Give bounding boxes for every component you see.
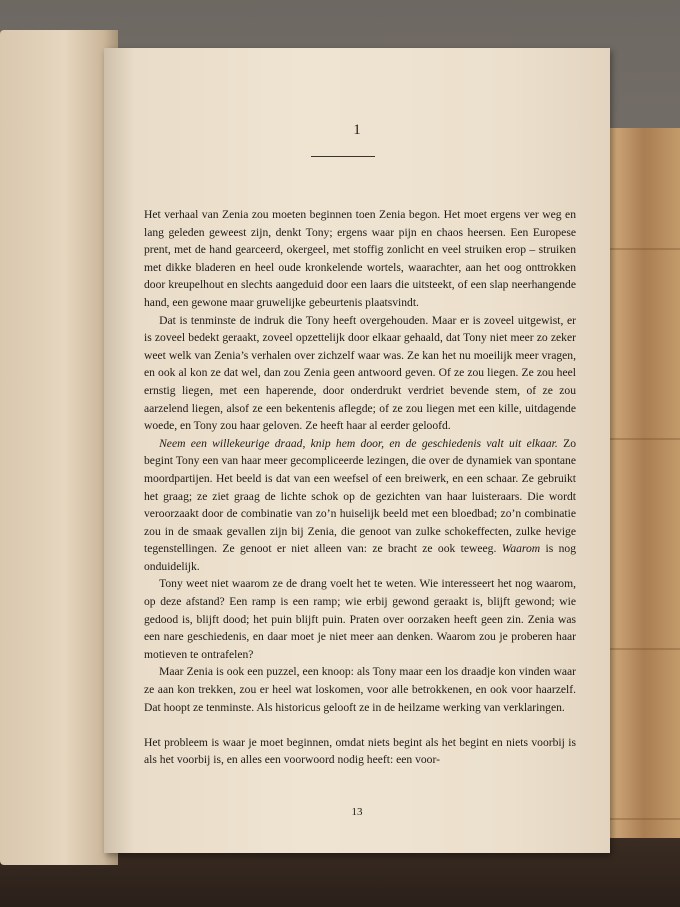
paragraph-6: Het probleem is waar je moet beginnen, omdat niets begint als het begint en niets voorbij is als het voorbij is, en alles een voorwoord nodig heeft: een voor- xyxy=(144,735,576,767)
paragraph-5: Maar Zenia is ook een puzzel, een knoop: als Tony maar een los draadje kon vinden waar ze aan kon trekken, zou er heel wat loskomen, voor alle betrokkenen, en ook voor haarzelf. Dat hoopt ze tenminste. Als historicus gelooft ze in de heilzame werking van verklaringen. xyxy=(144,665,576,714)
left-page-edge xyxy=(0,30,118,865)
chapter-number: 1 xyxy=(353,122,361,138)
paragraph-2: Dat is tenminste de indruk die Tony heeft overgehouden. Maar er is zoveel uitgewist, er is zoveel bedekt geraakt, zoveel opzettelijk door elkaar gehaald, dat Tony niet meer zo zeker weet welk van Zenia’s verhalen over zichzelf waar was. Ze kan het nu moeilijk meer vragen, en ook al kon ze dat wel, dan zou Zenia geen antwoord geven. Of ze zou liegen. Ze zou heel ernstig liegen, met een haperende, door onderdrukt verdriet bevende stem, of ze zou aarzelend liegen, alsof ze een bekentenis aflegde; of ze zou liegen met een kille, uitdagende woede, en Tony zou haar geloven. Ze heeft haar al eerder geloofd. xyxy=(144,313,576,433)
page-number: 13 xyxy=(351,806,363,818)
paragraph-3-text: Zo begint Tony een van haar meer gecompliceerde lezingen, die over de dynamiek van spontane moordpartijen. Het beeld is dat van een weefsel of een breiwerk, en een schaar. Ze gebruikt het graag; ze ziet graag de lichte schok op de gezichten van haar luisteraars. Die wordt veroorzaakt door de combinatie van zo’n huiselijk beeld met een bloedbad; zo’n combinatie zou in de smaak gevallen zijn bij Zenia, die genoot van zulke schokeffecten, zulke hevige tegenstellingen. Ze genoot er niet alleen van: ze bracht ze ook teweeg. xyxy=(144,436,576,556)
paragraph-3 xyxy=(144,435,576,576)
paragraph-1: Het verhaal van Zenia zou moeten beginnen toen Zenia begon. Het moet ergens ver weg en lang geleden geweest zijn, denkt Tony; ergens waar pijn en chaos heersen. Een Europese prent, met de hand gearceerd, okergeel, met stoffig zonlicht en veel struiken erop – struiken met dikke bladeren en heel oude kronkelende wortels, waarachter, aan het oog onttrokken door kreupelhout en slechts aangeduid door een laars die uitsteekt, of een slap neerhangende hand, een gewone maar gruwelijke gebeurtenis plaatsvindt. xyxy=(144,208,576,309)
book-page xyxy=(104,48,610,853)
paragraph-3-end: is nog onduidelijk. xyxy=(144,542,576,573)
paragraph-4: Tony weet niet waarom ze de drang voelt het te weten. Wie interesseert het nog waarom, op deze afstand? Een ramp is een ramp; wie erbij gewond geraakt is, blijft gewond; wie gedood is, blijft dood; het puin blijft puin. Praten over oorzaken heeft geen zin. Zenia was een nare geschiedenis, en daar moet je niet meer aan denken. Waarom zou je proberen haar motieven te ontrafelen? xyxy=(144,577,576,661)
body-text xyxy=(144,206,576,769)
italic-word: Waarom xyxy=(501,542,541,556)
chapter-divider xyxy=(311,156,375,157)
italic-quote: Neem een willekeurige draad, knip hem door, en de geschiedenis valt uit elkaar. xyxy=(159,436,558,450)
